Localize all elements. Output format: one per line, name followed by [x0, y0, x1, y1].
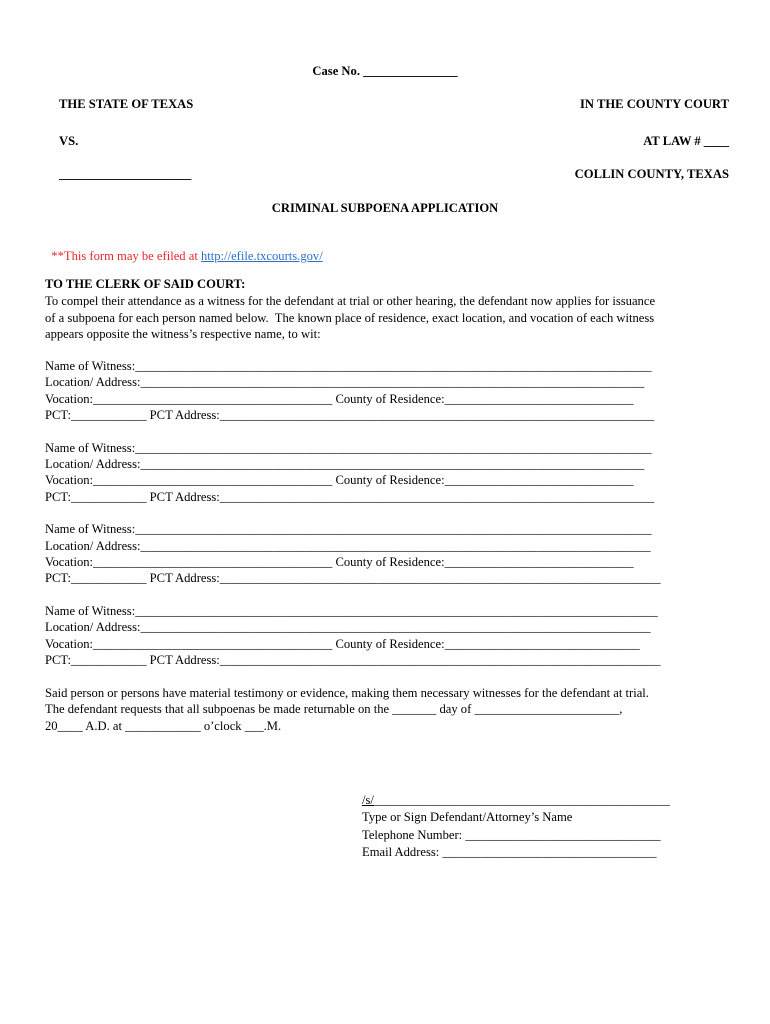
witness-pct-field[interactable]: PCT:____________ PCT Address:_____________________________________________________________________: [45, 490, 655, 504]
county-texas: COLLIN COUNTY, TEXAS: [574, 167, 729, 181]
witness-vocation-field[interactable]: Vocation:______________________________________ County of Residence:______________________________: [45, 392, 634, 406]
witness-vocation-field[interactable]: Vocation:______________________________________ County of Residence:_______________________________: [45, 637, 640, 651]
intro-line-2: of a subpoena for each person named below. The known place of residence, exact location, and vocation of each witness: [45, 311, 655, 325]
county-court: IN THE COUNTY COURT: [580, 97, 729, 111]
witness-name-field[interactable]: Name of Witness:__________________________________________________________________________________: [45, 359, 652, 373]
witness-pct-field[interactable]: PCT:____________ PCT Address:_____________________________________________________________________: [45, 408, 655, 422]
closing-line-2[interactable]: The defendant requests that all subpoenas be made returnable on the _______ day of _______________________,: [45, 702, 623, 716]
telephone-field[interactable]: Telephone Number: _______________________________: [362, 828, 661, 842]
witness-pct-field[interactable]: PCT:____________ PCT Address:______________________________________________________________________: [45, 571, 661, 585]
intro-line-1: To compel their attendance as a witness for the defendant at trial or other hearing, the defendant now applies for issuance: [45, 294, 656, 308]
signature-line[interactable]: [362, 792, 670, 810]
witness-location-field[interactable]: Location/ Address:_________________________________________________________________________________: [45, 539, 651, 553]
efile-notice-text: **This form may be efiled at: [51, 249, 201, 263]
versus-label: VS.: [59, 134, 79, 148]
signature-blank: _______________________________________________: [373, 793, 670, 807]
defendant-name-blank[interactable]: _____________________: [59, 167, 192, 181]
email-field[interactable]: Email Address: __________________________________: [362, 845, 657, 859]
intro-line-3: appears opposite the witness’s respective name, to wit:: [45, 327, 321, 341]
witness-pct-field[interactable]: PCT:____________ PCT Address:______________________________________________________________________: [45, 653, 661, 667]
signature-prefix: /s/: [362, 793, 374, 807]
case-number: Case No. _______________: [312, 64, 458, 78]
witness-name-field[interactable]: Name of Witness:__________________________________________________________________________________: [45, 522, 652, 536]
signature-name-label: Type or Sign Defendant/Attorney’s Name: [362, 810, 573, 824]
witness-vocation-field[interactable]: Vocation:______________________________________ County of Residence:______________________________: [45, 555, 634, 569]
state-of-texas: THE STATE OF TEXAS: [59, 97, 194, 111]
witness-name-field[interactable]: Name of Witness:___________________________________________________________________________________: [45, 604, 658, 618]
witness-location-field[interactable]: Location/ Address:________________________________________________________________________________: [45, 375, 645, 389]
efile-link[interactable]: http://efile.txcourts.gov/: [200, 249, 323, 263]
witness-location-field[interactable]: Location/ Address:________________________________________________________________________________: [45, 457, 645, 471]
witness-location-field[interactable]: Location/ Address:_________________________________________________________________________________: [45, 620, 651, 634]
clerk-heading: TO THE CLERK OF SAID COURT:: [45, 277, 246, 291]
efile-notice: [45, 232, 323, 264]
closing-line-3[interactable]: 20____ A.D. at ____________ o’clock ___.M.: [45, 719, 282, 733]
witness-vocation-field[interactable]: Vocation:______________________________________ County of Residence:______________________________: [45, 473, 634, 487]
form-title: CRIMINAL SUBPOENA APPLICATION: [271, 201, 499, 215]
closing-line-1: Said person or persons have material testimony or evidence, making them necessary witnesses for the defendant at trial.: [45, 686, 649, 700]
at-law-number: AT LAW # ____: [643, 134, 729, 148]
witness-name-field[interactable]: Name of Witness:__________________________________________________________________________________: [45, 441, 652, 455]
